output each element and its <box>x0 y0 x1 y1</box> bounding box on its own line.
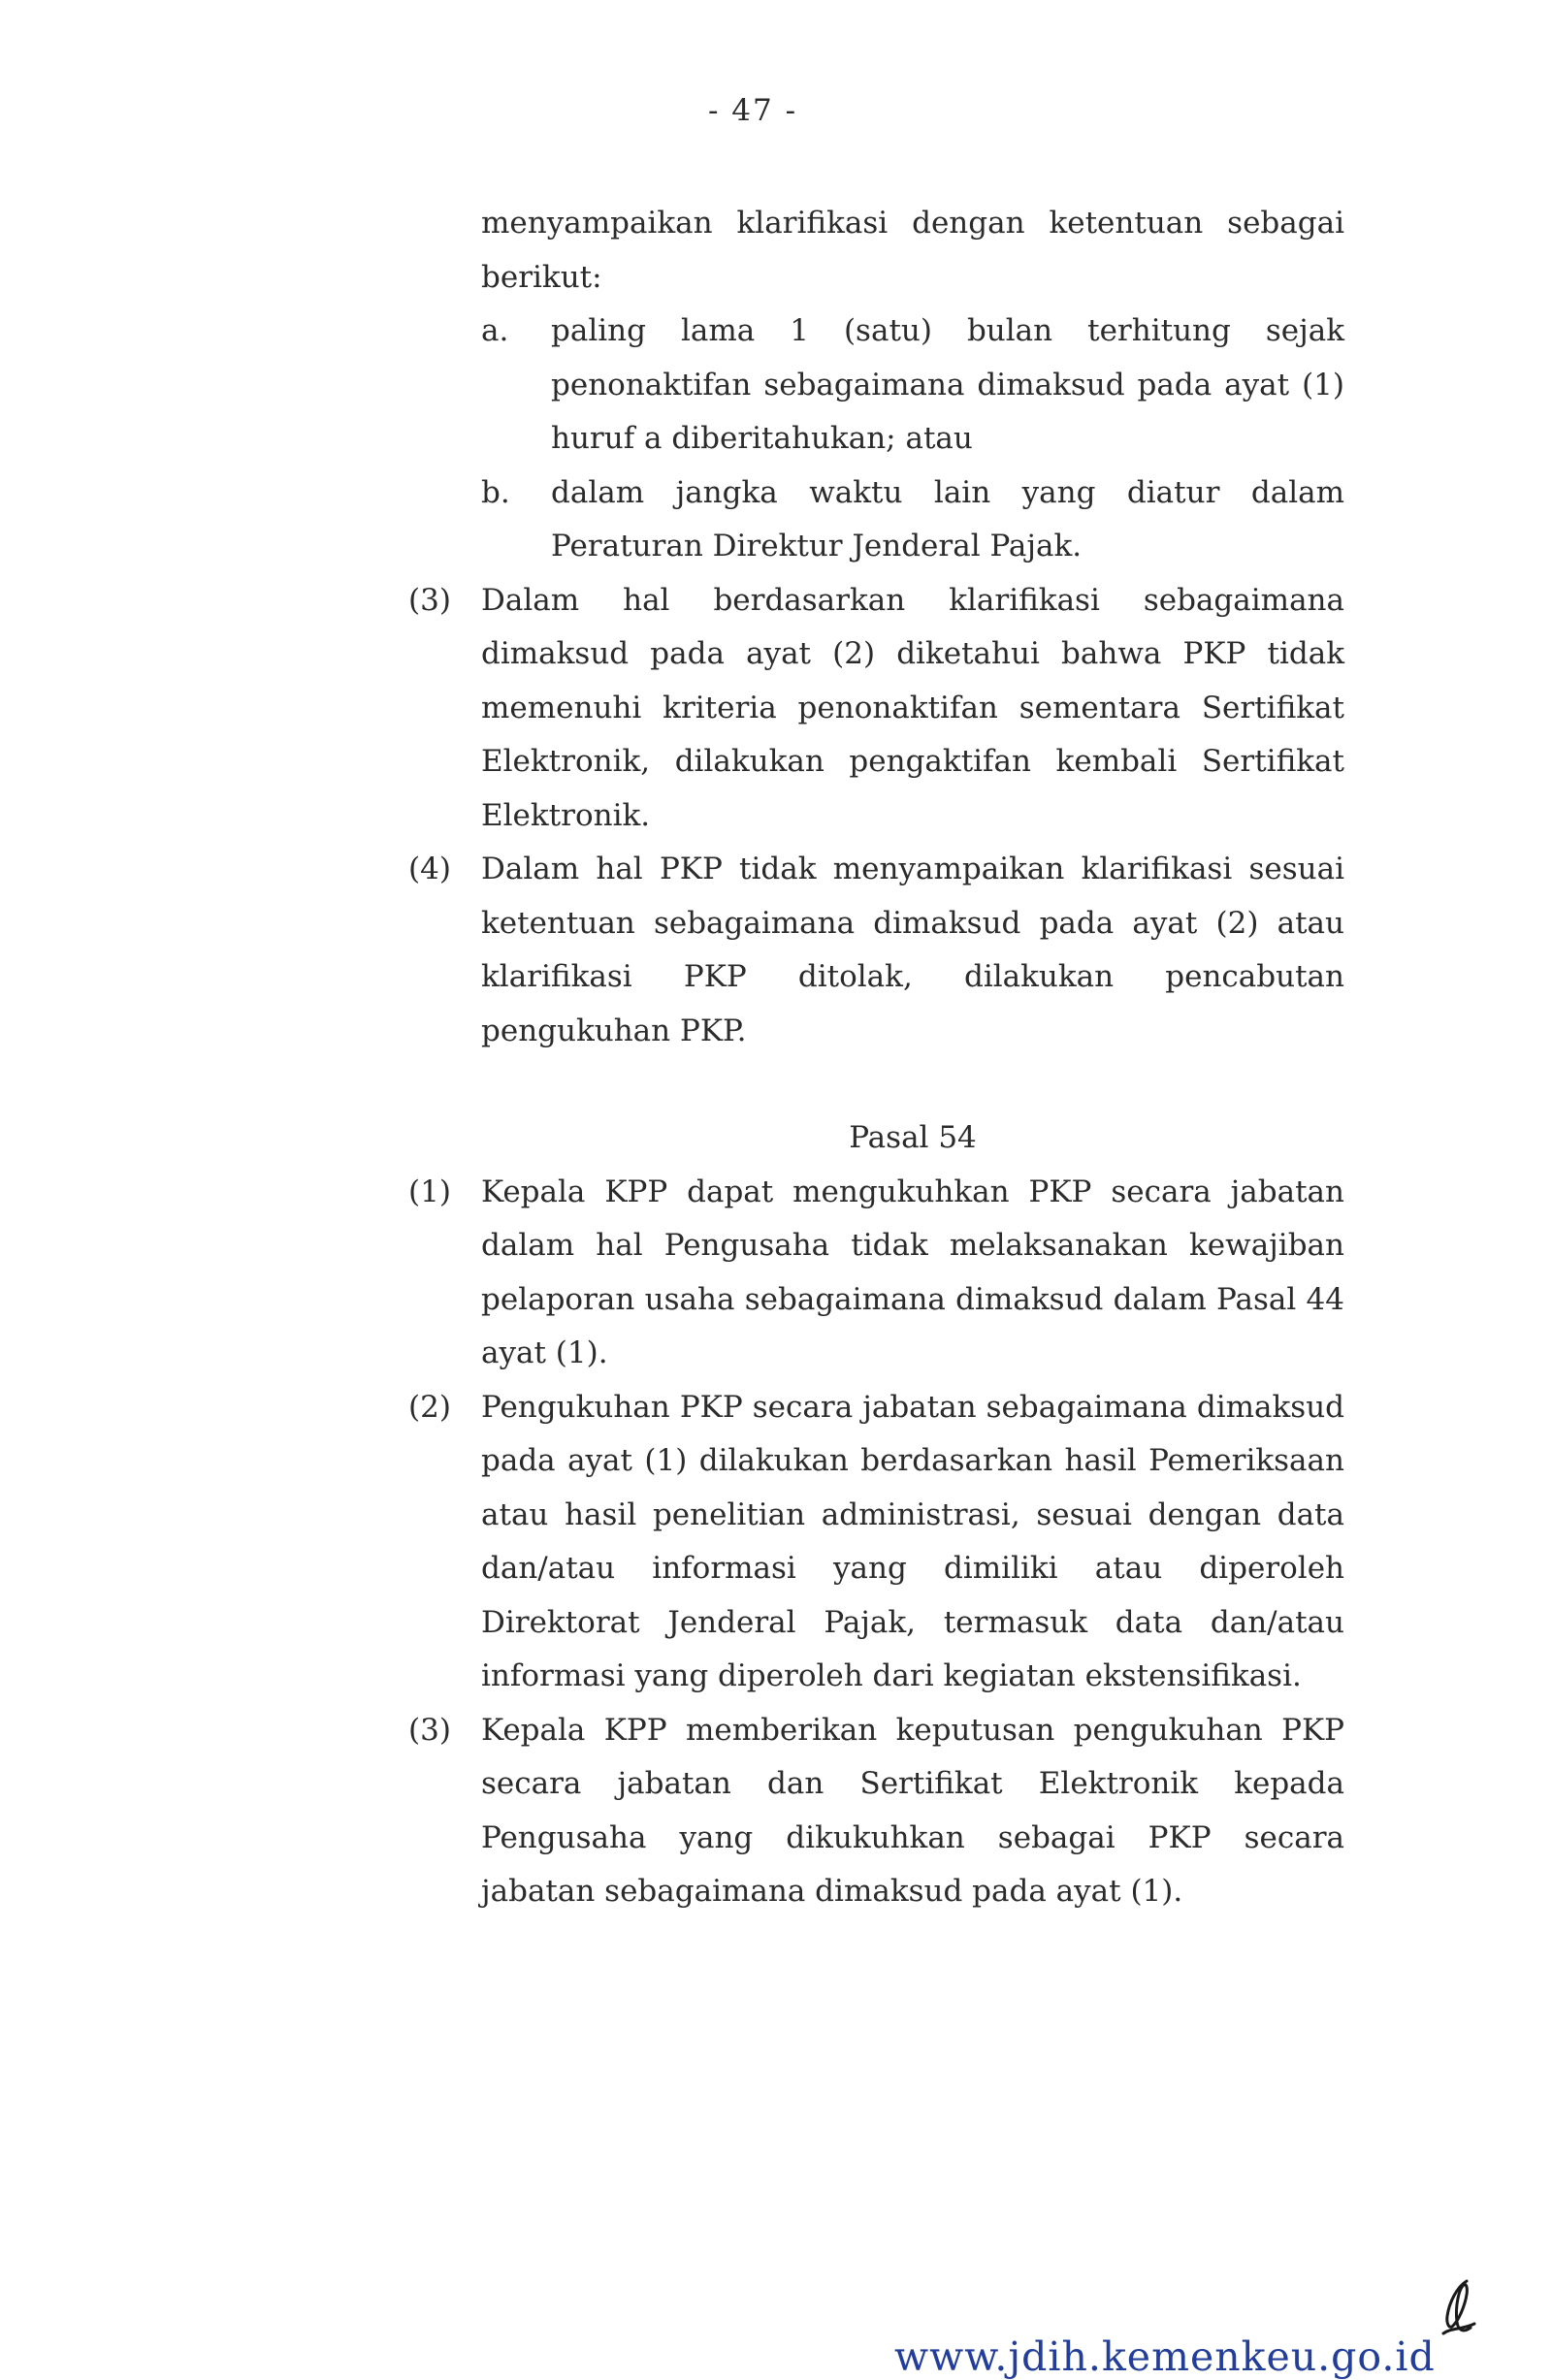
list-item <box>481 305 1344 466</box>
intro-paragraph: menyampaikan klarifikasi dengan ketentuan sebagai berikut: <box>481 206 1344 295</box>
clause <box>408 843 1344 1058</box>
clause-number: (2) <box>408 1389 451 1425</box>
document-body <box>0 197 1552 1919</box>
list-item-letter: a. <box>481 313 509 348</box>
list-item <box>481 466 1344 574</box>
clause <box>408 1704 1344 1919</box>
handwritten-initial-icon <box>1438 2277 1478 2339</box>
footer-website-link[interactable]: www.jdih.kemenkeu.go.id <box>894 2333 1436 2380</box>
clause-number: (1) <box>408 1174 451 1209</box>
page-number: - 47 - <box>707 93 798 128</box>
clause <box>408 1166 1344 1381</box>
clause-number: (4) <box>408 852 451 886</box>
list-item-text: dalam jangka waktu lain yang diatur dalam Peraturan Direktur Jenderal Pajak. <box>551 474 1344 563</box>
clause-number: (3) <box>408 582 451 618</box>
list-item-letter: b. <box>481 474 510 510</box>
clause-number: (3) <box>408 1712 451 1748</box>
clause-text: Pengukuhan PKP secara jabatan sebagaimana dimaksud pada ayat (1) dilakukan berdasarkan hasil Pemeriksaan atau hasil penelitian administrasi, sesuai dengan data dan/atau informasi yang dimiliki atau diperoleh Direktorat Jenderal Pajak, termasuk data dan/atau informasi yang diperoleh dari kegiatan ekstensifikasi. <box>481 1389 1344 1693</box>
list-item-text: paling lama 1 (satu) bulan terhitung sejak penonaktifan sebagaimana dimaksud pada ayat (1) huruf a diberitahukan; atau <box>551 313 1344 456</box>
clause <box>408 1381 1344 1704</box>
article-title: Pasal 54 <box>849 1120 977 1155</box>
clause-text: Kepala KPP memberikan keputusan pengukuhan PKP secara jabatan dan Sertifikat Elektronik kepada Pengusaha yang dikukuhkan sebagai PKP secara jabatan sebagaimana dimaksud pada ayat (1). <box>481 1712 1344 1909</box>
clause-text: Dalam hal PKP tidak menyampaikan klarifikasi sesuai ketentuan sebagaimana dimaksud pada ayat (2) atau klarifikasi PKP ditolak, dilakukan pencabutan pengukuhan PKP. <box>481 852 1344 1048</box>
clause-text: Kepala KPP dapat mengukuhkan PKP secara jabatan dalam hal Pengusaha tidak melaksanakan kewajiban pelaporan usaha sebagaimana dimaksud dalam Pasal 44 ayat (1). <box>481 1174 1344 1370</box>
clause <box>408 574 1344 844</box>
clause-text: Dalam hal berdasarkan klarifikasi sebagaimana dimaksud pada ayat (2) diketahui bahwa PKP tidak memenuhi kriteria penonaktifan sementara Sertifikat Elektronik, dilakukan pengaktifan kembali Sertifikat Elektronik. <box>481 582 1344 833</box>
